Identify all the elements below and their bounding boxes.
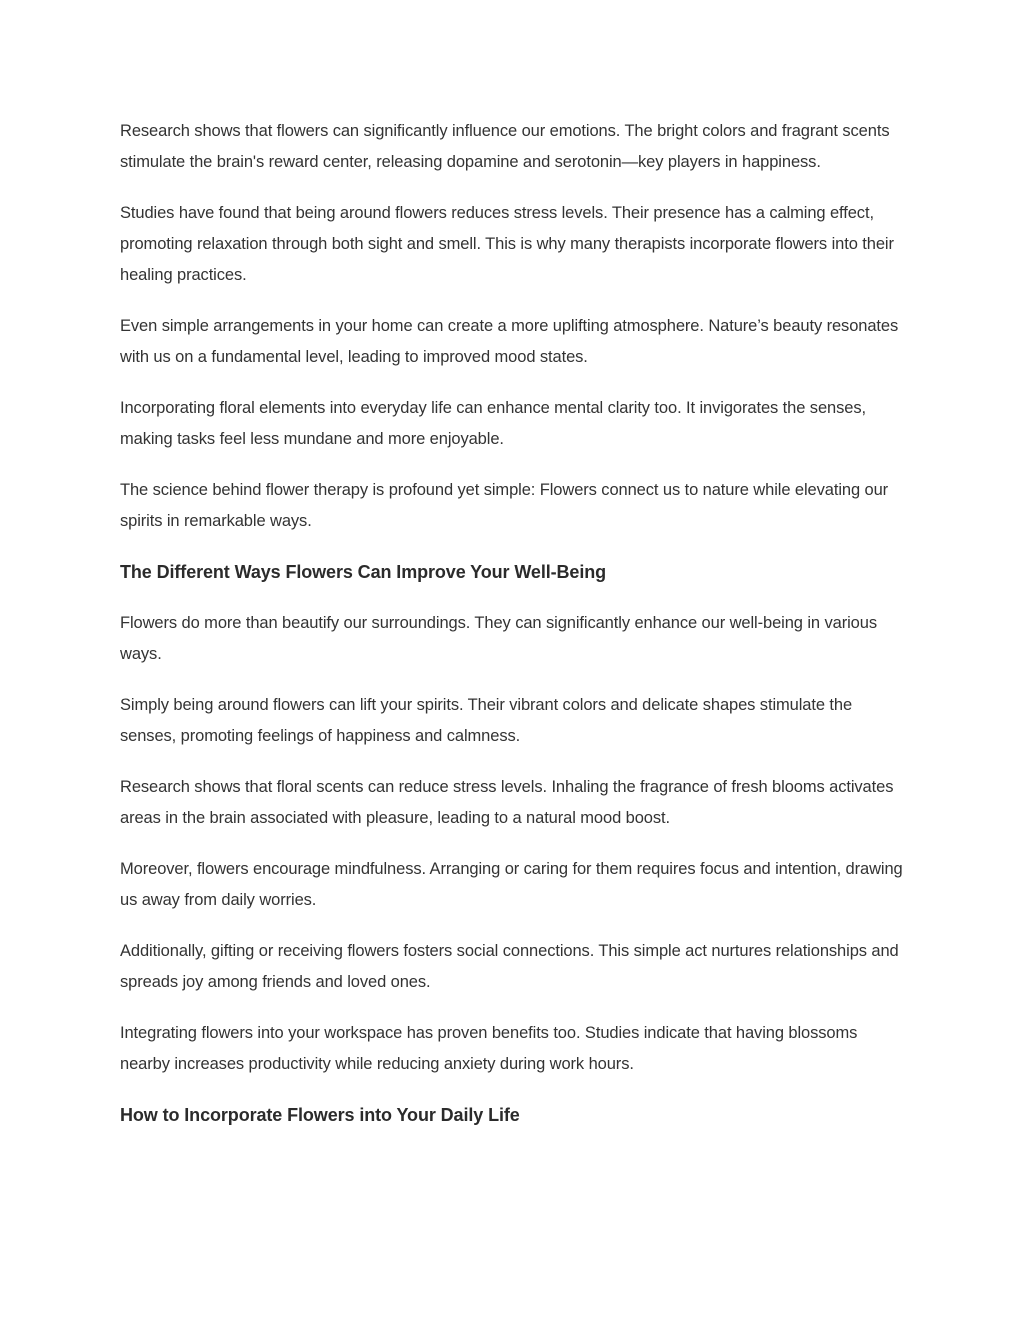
paragraph-floral-scents: Research shows that floral scents can reduce stress levels. Inhaling the fragrance of fresh blooms activates areas in the brain associated with pleasure, leading to a natural mood boost.: [120, 778, 894, 827]
heading-ways-flowers-improve-well-being: The Different Ways Flowers Can Improve Your Well-Being: [120, 562, 607, 582]
paragraph-beautify-surroundings: Flowers do more than beautify our surroundings. They can significantly enhance our well-being in various ways.: [120, 614, 877, 663]
heading-incorporate-flowers-daily-life: How to Incorporate Flowers into Your Daily Life: [120, 1105, 520, 1125]
paragraph-workspace-benefits: Integrating flowers into your workspace has proven benefits too. Studies indicate that having blossoms nearby increases productivity while reducing anxiety during work hours.: [120, 1024, 858, 1073]
paragraph-home-arrangements: Even simple arrangements in your home can create a more uplifting atmosphere. Nature’s beauty resonates with us on a fundamental level, leading to improved mood states.: [120, 317, 899, 366]
paragraph-flower-therapy-science: The science behind flower therapy is profound yet simple: Flowers connect us to nature while elevating our spirits in remarkable ways.: [120, 481, 889, 530]
document-page: [120, 116, 910, 1151]
paragraph-social-connections: Additionally, gifting or receiving flowers fosters social connections. This simple act nurtures relationships and spreads joy among friends and loved ones.: [120, 942, 899, 991]
paragraph-mindfulness: Moreover, flowers encourage mindfulness. Arranging or caring for them requires focus and intention, drawing us away from daily worries.: [120, 860, 903, 909]
paragraph-mental-clarity: Incorporating floral elements into everyday life can enhance mental clarity too. It invigorates the senses, making tasks feel less mundane and more enjoyable.: [120, 399, 866, 448]
paragraph-lift-spirits: Simply being around flowers can lift your spirits. Their vibrant colors and delicate shapes stimulate the senses, promoting feelings of happiness and calmness.: [120, 696, 853, 745]
paragraph-stress-reduction: Studies have found that being around flowers reduces stress levels. Their presence has a calming effect, promoting relaxation through both sight and smell. This is why many therapists incorporate flowers into their healing practices.: [120, 204, 894, 284]
paragraph-flowers-influence-emotions: Research shows that flowers can significantly influence our emotions. The bright colors and fragrant scents stimulate the brain's reward center, releasing dopamine and serotonin—key players in happiness.: [120, 122, 890, 171]
